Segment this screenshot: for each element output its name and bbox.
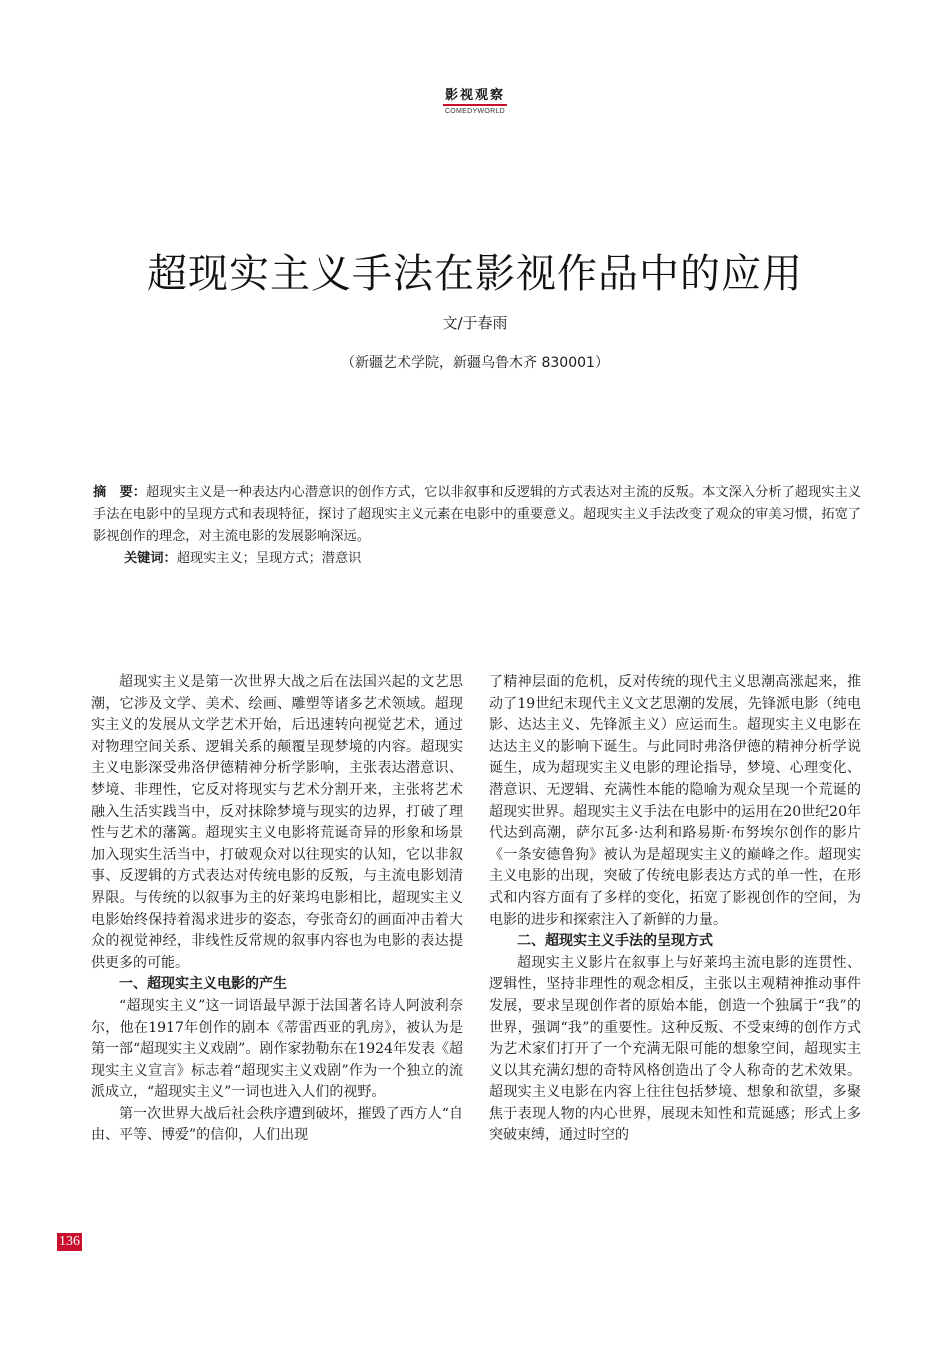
article-author: 文/于春雨 (442, 314, 508, 332)
journal-subtitle: COMEDYWORLD (444, 108, 506, 115)
keywords-label: 关键词： (124, 551, 177, 566)
keywords-text: 超现实主义；呈现方式；潜意识 (176, 551, 362, 566)
body-right-column (489, 672, 861, 1147)
abstract-paragraph (93, 482, 861, 548)
section-heading-2: 二、超现实主义手法的呈现方式 (517, 933, 713, 950)
body-left-column (91, 672, 463, 1147)
abstract-label: 摘 要： (93, 485, 146, 500)
body-paragraph: “超现实主义”这一词语最早源于法国著名诗人阿波利奈尔，他在1917年创作的剧本《蒂雷西亚的乳房》，被认为是第一部“超现实主义戏剧”。剧作家勃勒东在1924年发表《超现实主义宣言》标志着“超现实主义戏剧”作为一个独立的流派成立，“超现实主义”一词也进入人们的视野。 (91, 997, 463, 1101)
body-paragraph: 第一次世界大战后社会秩序遭到破坏，摧毁了西方人“自由、平等、博爱”的信仰，人们出现 (91, 1105, 463, 1144)
journal-title: 影视观察 (443, 89, 507, 106)
abstract-block (93, 482, 861, 570)
keywords-line (93, 548, 861, 570)
abstract-text: 超现实主义是一种表达内心潜意识的创作方式，它以非叙事和反逻辑的方式表达对主流的反叛。本文深入分析了超现实主义手法在电影中的呈现方式和表现特征，探讨了超现实主义元素在电影中的重要意义。超现实主义手法改变了观众的审美习惯，拓宽了影视创作的理念，对主流电影的发展影响深远。 (93, 485, 862, 544)
journal-masthead (0, 84, 950, 116)
article-title: 超现实主义手法在影视作品中的应用 (147, 251, 803, 297)
body-paragraph-continued: 了精神层面的危机，反对传统的现代主义思潮高涨起来，推动了19世纪末现代主义文艺思潮的发展，先锋派电影（纯电影、达达主义、先锋派主义）应运而生。超现实主义电影在达达主义的影响下诞生。与此同时弗洛伊德的精神分析学说诞生，成为超现实主义电影的理论指导，梦境、心理变化、潜意识、无逻辑、充满性本能的隐喻为观众呈现一个荒诞的超现实世界。超现实主义手法在电影中的运用在20世纪20年代达到高潮，萨尔瓦多·达利和路易斯·布努埃尔创作的影片《一条安德鲁狗》被认为是超现实主义的巅峰之作。超现实主义电影的出现，突破了传统电影表达方式的单一性，在形式和内容方面有了多样的变化，拓宽了影视创作的空间，为电影的进步和探索注入了新鲜的力量。 (489, 674, 861, 928)
page-number: 136 (59, 1234, 80, 1249)
article-affiliation: （新疆艺术学院，新疆乌鲁木齐 830001） (341, 355, 609, 371)
body-paragraph: 超现实主义影片在叙事上与好莱坞主流电影的连贯性、逻辑性，坚持非理性的观念相反，主张以主观精神推动事件发展，要求呈现创作者的原始本能，创造一个独属于“我”的世界，强调“我”的重要性。这种反叛、不受束缚的创作方式为艺术家们打开了一个充满无限可能的想象空间，超现实主义以其充满幻想的奇特风格创造出了令人称奇的艺术效果。超现实主义电影在内容上往往包括梦境、想象和欲望，多聚焦于表现人物的内心世界，展现未知性和荒诞感；形式上多突破束缚，通过时空的 (489, 954, 861, 1144)
body-paragraph: 超现实主义是第一次世界大战之后在法国兴起的文艺思潮，它涉及文学、美术、绘画、雕塑等诸多艺术领域。超现实主义的发展从文学艺术开始，后迅速转向视觉艺术，通过对物理空间关系、逻辑关系的颠覆呈现梦境的内容。超现实主义电影深受弗洛伊德精神分析学影响，主张表达潜意识、梦境、非理性，它反对将现实与艺术分割开来，主张将艺术融入生活实践当中，反对抹除梦境与现实的边界，打破了理性与艺术的藩篱。超现实主义电影将荒诞奇异的形象和场景加入现实生活当中，打破观众对以往现实的认知，它以非叙事、反逻辑的方式表达对传统电影的反叛，与主流电影划清界限。与传统的以叙事为主的好莱坞电影相比，超现实主义电影始终保持着渴求进步的姿态，夸张奇幻的画面冲击着大众的视觉神经，非线性反常规的叙事内容也为电影的表达提供更多的可能。 (91, 674, 463, 971)
section-heading-1: 一、超现实主义电影的产生 (119, 976, 287, 993)
